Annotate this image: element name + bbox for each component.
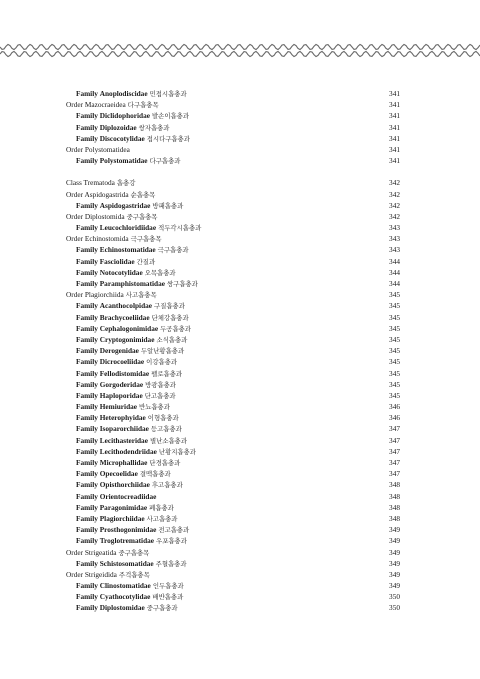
taxon-name: Plagiorchiidae [99, 513, 145, 523]
page-number: 341 [389, 100, 400, 110]
korean-name: 구질흡충과 [154, 302, 185, 311]
toc-entry-order[interactable] [66, 233, 400, 244]
page-number: 347 [389, 458, 400, 467]
page-number: 348 [389, 491, 400, 501]
korean-name: 쌍자흡충과 [138, 123, 170, 132]
toc-entry-family[interactable] [66, 602, 400, 613]
korean-name: 발손이흡충과 [152, 112, 190, 121]
taxon-name: Cyathocotylidae [99, 592, 151, 602]
taxon-rank: Family [76, 111, 98, 121]
page-number: 341 [389, 156, 400, 166]
taxon-name: Heterophyidae [99, 413, 146, 423]
taxon-rank: Order [66, 234, 84, 244]
korean-name: 등고흡충과 [150, 425, 182, 434]
korean-name: 오목흡충과 [144, 268, 176, 277]
taxon-rank: Family [76, 267, 98, 277]
taxon-name: Polystomatidea [84, 144, 130, 154]
taxon-rank: Family [76, 402, 98, 412]
korean-name: 우포흡충과 [156, 537, 187, 546]
toc-entry-family[interactable] [66, 133, 400, 144]
korean-name: 배반흡충과 [152, 593, 184, 602]
korean-name: 민접시흡충과 [149, 90, 187, 98]
taxon-rank: Family [76, 435, 98, 445]
toc-entry-family[interactable] [66, 256, 400, 267]
korean-name: 흡충강 [116, 179, 136, 188]
taxon-name: Polystomatidae [99, 156, 148, 166]
taxon-rank: Order [66, 547, 84, 557]
korean-name: 단고흡충과 [144, 391, 176, 400]
taxon-name: Brachycoeliidae [99, 312, 150, 322]
toc-entry-family[interactable] [66, 524, 400, 535]
taxon-rank: Family [76, 536, 98, 546]
toc-entry-family[interactable] [66, 278, 400, 289]
toc-entry-family[interactable] [66, 300, 400, 311]
taxon-name: Isoparorchiidae [99, 424, 149, 434]
taxon-name: Trematoda [83, 178, 115, 188]
table-of-contents [66, 88, 400, 614]
korean-name: 극구흡충목 [130, 235, 162, 244]
taxon-rank: Family [76, 122, 98, 132]
toc-entry-family[interactable] [66, 356, 400, 367]
page-number: 343 [389, 234, 400, 244]
taxon-rank: Family [76, 133, 98, 143]
korean-name: 이형흡충과 [147, 414, 179, 423]
page-number: 345 [389, 390, 400, 400]
page-number: 344 [389, 267, 400, 277]
taxon-rank: Order [66, 189, 84, 199]
taxon-rank: Family [76, 156, 98, 166]
taxon-name: Haploporidae [99, 390, 143, 400]
toc-entry-family[interactable] [66, 88, 400, 99]
toc-entry-label [66, 602, 178, 614]
korean-name: 주걱흡충목 [118, 570, 150, 579]
taxon-rank: Family [76, 89, 98, 98]
taxon-rank: Family [76, 502, 98, 512]
taxon-name: Discocotylidae [99, 133, 145, 143]
taxon-rank: Family [76, 379, 98, 389]
korean-name: 중구흡충과 [146, 604, 178, 613]
korean-name: 다구흡충목 [127, 101, 159, 110]
toc-entry-family[interactable] [66, 423, 400, 434]
page-number: 345 [389, 301, 400, 311]
page-number: 345 [389, 290, 400, 300]
taxon-name: Troglotrematidae [99, 536, 155, 546]
korean-name: 이강흡충과 [146, 358, 178, 367]
page-number: 349 [389, 558, 400, 568]
page-number: 342 [389, 211, 400, 221]
taxon-name: Diplostomidae [99, 603, 145, 613]
page-number: 349 [389, 569, 400, 579]
toc-entry-family[interactable] [66, 368, 400, 379]
taxon-rank: Family [76, 469, 98, 479]
korean-name: 소식흡충과 [156, 335, 188, 344]
toc-entry-order[interactable] [66, 99, 400, 110]
section-gap [66, 166, 400, 177]
korean-name: 중구흡충목 [126, 212, 158, 221]
korean-name: 두공흡충과 [160, 324, 191, 333]
taxon-rank: Family [76, 245, 98, 255]
page-number: 347 [389, 435, 400, 445]
taxon-rank: Family [76, 581, 98, 591]
toc-entry-family[interactable] [66, 267, 400, 278]
page-number: 348 [389, 502, 400, 512]
taxon-name: Strigeidida [84, 569, 117, 579]
taxon-rank: Family [76, 200, 98, 210]
toc-entry-order[interactable] [66, 289, 400, 300]
toc-entry-family[interactable] [66, 345, 400, 356]
taxon-rank: Order [66, 290, 84, 300]
taxon-name: Microphallidae [99, 458, 148, 467]
toc-entry-family[interactable] [66, 312, 400, 323]
taxon-rank: Family [76, 491, 98, 501]
toc-entry-family[interactable] [66, 390, 400, 401]
toc-entry-family[interactable] [66, 110, 400, 121]
page-number: 349 [389, 581, 400, 591]
toc-entry-family[interactable] [66, 412, 400, 423]
page-number: 345 [389, 379, 400, 389]
taxon-name: Prosthogonimidae [99, 525, 157, 535]
taxon-name: Diplostomida [84, 211, 125, 221]
taxon-name: Aspidogastrida [84, 189, 129, 199]
toc-entry-family[interactable] [66, 401, 400, 412]
taxon-rank: Family [76, 603, 98, 613]
korean-name: 단경흡충과 [149, 459, 181, 467]
taxon-rank: Family [76, 334, 98, 344]
taxon-name: Clinostomatidae [99, 581, 151, 591]
toc-entry-order[interactable] [66, 211, 400, 222]
taxon-rank: Family [76, 592, 98, 602]
korean-name: 방광흡충과 [145, 380, 176, 389]
taxon-name: Leucochloridiidae [99, 223, 157, 233]
korean-name: 간질과 [136, 257, 156, 266]
korean-name: 극구흡충과 [157, 246, 189, 255]
toc-entry-family[interactable] [66, 323, 400, 334]
taxon-rank: Family [76, 357, 98, 367]
page-number: 345 [389, 357, 400, 367]
taxon-rank: Family [76, 446, 98, 456]
taxon-name: Mazocraeidea [84, 100, 126, 110]
korean-name: 순흡충목 [130, 190, 156, 199]
page-number: 344 [389, 279, 400, 288]
toc-entry-order[interactable] [66, 569, 400, 580]
taxon-name: Echinostomida [84, 234, 129, 244]
korean-name: 방패흡충과 [152, 201, 184, 210]
taxon-rank: Family [76, 256, 98, 266]
toc-entry-family[interactable] [66, 244, 400, 255]
taxon-name: Lecithodendriidae [99, 446, 157, 456]
page-number: 346 [389, 413, 400, 423]
taxon-rank: Family [76, 368, 98, 378]
toc-entry-class[interactable] [66, 177, 400, 188]
toc-entry-order[interactable] [66, 144, 400, 155]
taxon-rank: Family [76, 223, 98, 233]
korean-name: 쌍구흡충과 [166, 280, 198, 288]
taxon-rank: Family [76, 480, 98, 490]
taxon-rank: Order [66, 144, 84, 154]
korean-name: 결맥흡충과 [139, 470, 171, 479]
taxon-rank: Order [66, 569, 84, 579]
korean-name: 두알난황흡충과 [140, 347, 185, 356]
toc-entry-family[interactable] [66, 479, 400, 490]
page-number: 341 [389, 133, 400, 143]
taxon-name: Schistosomatidae [99, 558, 154, 568]
taxon-rank: Family [76, 323, 98, 333]
taxon-name: Paramphistomatidae [99, 279, 165, 288]
korean-name: 중구흡충목 [118, 548, 150, 557]
page-number: 341 [389, 89, 400, 98]
taxon-name: Opecoelidae [99, 469, 138, 479]
toc-entry-label [66, 155, 180, 167]
taxon-name: Aspidogastridae [99, 200, 151, 210]
taxon-name: Cryptogonimidae [99, 334, 155, 344]
korean-name: 펠로흡충과 [151, 369, 183, 378]
toc-entry-order[interactable] [66, 189, 400, 200]
toc-entry-family[interactable] [66, 535, 400, 546]
toc-entry-family[interactable] [66, 502, 400, 513]
taxon-rank: Family [76, 513, 98, 523]
korean-name: 적두각시흡충과 [158, 224, 202, 233]
taxon-rank: Family [76, 301, 98, 311]
taxon-rank: Family [76, 558, 98, 568]
toc-entry-family[interactable] [66, 200, 400, 211]
toc-entry-family[interactable] [66, 580, 400, 591]
toc-entry-family[interactable] [66, 379, 400, 390]
korean-name: 단체강흡충과 [151, 313, 189, 322]
toc-entry-order[interactable] [66, 547, 400, 558]
page-number: 341 [389, 111, 400, 121]
page-number: 348 [389, 513, 400, 523]
page-number: 345 [389, 312, 400, 322]
taxon-name: Derogenidae [99, 346, 139, 356]
taxon-name: Acanthocolpidae [99, 301, 153, 311]
taxon-name: Plagiorchiida [84, 290, 124, 300]
korean-name: 폐흡충과 [149, 503, 174, 512]
page-number: 349 [389, 547, 400, 557]
page-number: 345 [389, 323, 400, 333]
taxon-rank: Class [66, 178, 82, 188]
page-number: 344 [389, 256, 400, 266]
toc-entry-family[interactable] [66, 334, 400, 345]
taxon-name: Dicrocoeliidae [99, 357, 145, 367]
toc-entry-family[interactable] [66, 446, 400, 457]
page-number: 341 [389, 122, 400, 132]
taxon-rank: Family [76, 279, 98, 288]
korean-name: 전고흡충과 [158, 526, 190, 535]
korean-name: 반뇨흡충과 [139, 403, 170, 412]
taxon-rank: Family [76, 424, 98, 434]
page-number: 342 [389, 178, 400, 188]
page-number: 345 [389, 346, 400, 356]
taxon-name: Cephalogonimidae [99, 323, 159, 333]
taxon-rank: Family [76, 458, 98, 467]
page-number: 350 [389, 603, 400, 613]
toc-entry-family[interactable] [66, 468, 400, 479]
page-number: 349 [389, 525, 400, 535]
toc-entry-family[interactable] [66, 513, 400, 524]
toc-entry-family[interactable] [66, 435, 400, 446]
taxon-rank: Family [76, 390, 98, 400]
taxon-rank: Order [66, 100, 84, 110]
korean-name: 접시다구흡충과 [146, 134, 190, 143]
korean-name: 후고흡충과 [151, 481, 183, 490]
taxon-name: Fasciolidae [99, 256, 135, 266]
korean-name: 사고흡충목 [125, 291, 157, 300]
toc-entry-family[interactable] [66, 222, 400, 233]
taxon-rank: Order [66, 211, 84, 221]
toc-entry-family[interactable] [66, 558, 400, 569]
taxon-rank: Family [76, 525, 98, 535]
page-number: 345 [389, 368, 400, 378]
toc-entry-family[interactable] [66, 457, 400, 468]
toc-entry-family[interactable] [66, 155, 400, 166]
taxon-name: Notocotylidae [99, 267, 143, 277]
taxon-name: Echinostomatidae [99, 245, 156, 255]
taxon-name: Paragonimidae [99, 502, 148, 512]
taxon-name: Diplozoidae [99, 122, 137, 132]
page-number: 348 [389, 480, 400, 490]
taxon-name: Hemiuridae [99, 402, 138, 412]
page-number: 343 [389, 223, 400, 233]
taxon-name: Anoplodiscidae [99, 89, 148, 98]
page-number: 349 [389, 536, 400, 546]
page-number: 342 [389, 189, 400, 199]
taxon-name: Lecithasteridae [99, 435, 148, 445]
korean-name: 별난소흡충과 [149, 436, 187, 445]
page-number: 347 [389, 469, 400, 479]
taxon-rank: Family [76, 346, 98, 356]
taxon-rank: Family [76, 312, 98, 322]
taxon-name: Diclidophoridae [99, 111, 150, 121]
korean-name: 사고흡충과 [146, 514, 178, 523]
taxon-rank: Family [76, 413, 98, 423]
page-number: 345 [389, 334, 400, 344]
page-number: 350 [389, 592, 400, 602]
page-number: 347 [389, 446, 400, 456]
taxon-name: Fellodistomidae [99, 368, 150, 378]
toc-entry-family[interactable] [66, 491, 400, 502]
korean-name: 다구흡충과 [149, 157, 181, 166]
taxon-name: Orientocreadiidae [99, 491, 157, 501]
page-number: 342 [389, 200, 400, 210]
korean-name: 난황지흡충과 [158, 447, 196, 456]
taxon-name: Strigeatida [84, 547, 117, 557]
page-number: 343 [389, 245, 400, 255]
page-number: 347 [389, 424, 400, 434]
toc-entry-family[interactable] [66, 122, 400, 133]
taxon-name: Gorgoderidae [99, 379, 144, 389]
taxon-name: Opisthorchiidae [99, 480, 150, 490]
decorative-wave-border [0, 40, 480, 62]
toc-entry-family[interactable] [66, 591, 400, 602]
page-number: 346 [389, 402, 400, 412]
page-number: 341 [389, 144, 400, 154]
korean-name: 주혈흡충과 [155, 559, 187, 568]
korean-name: 인두흡충과 [152, 582, 184, 591]
